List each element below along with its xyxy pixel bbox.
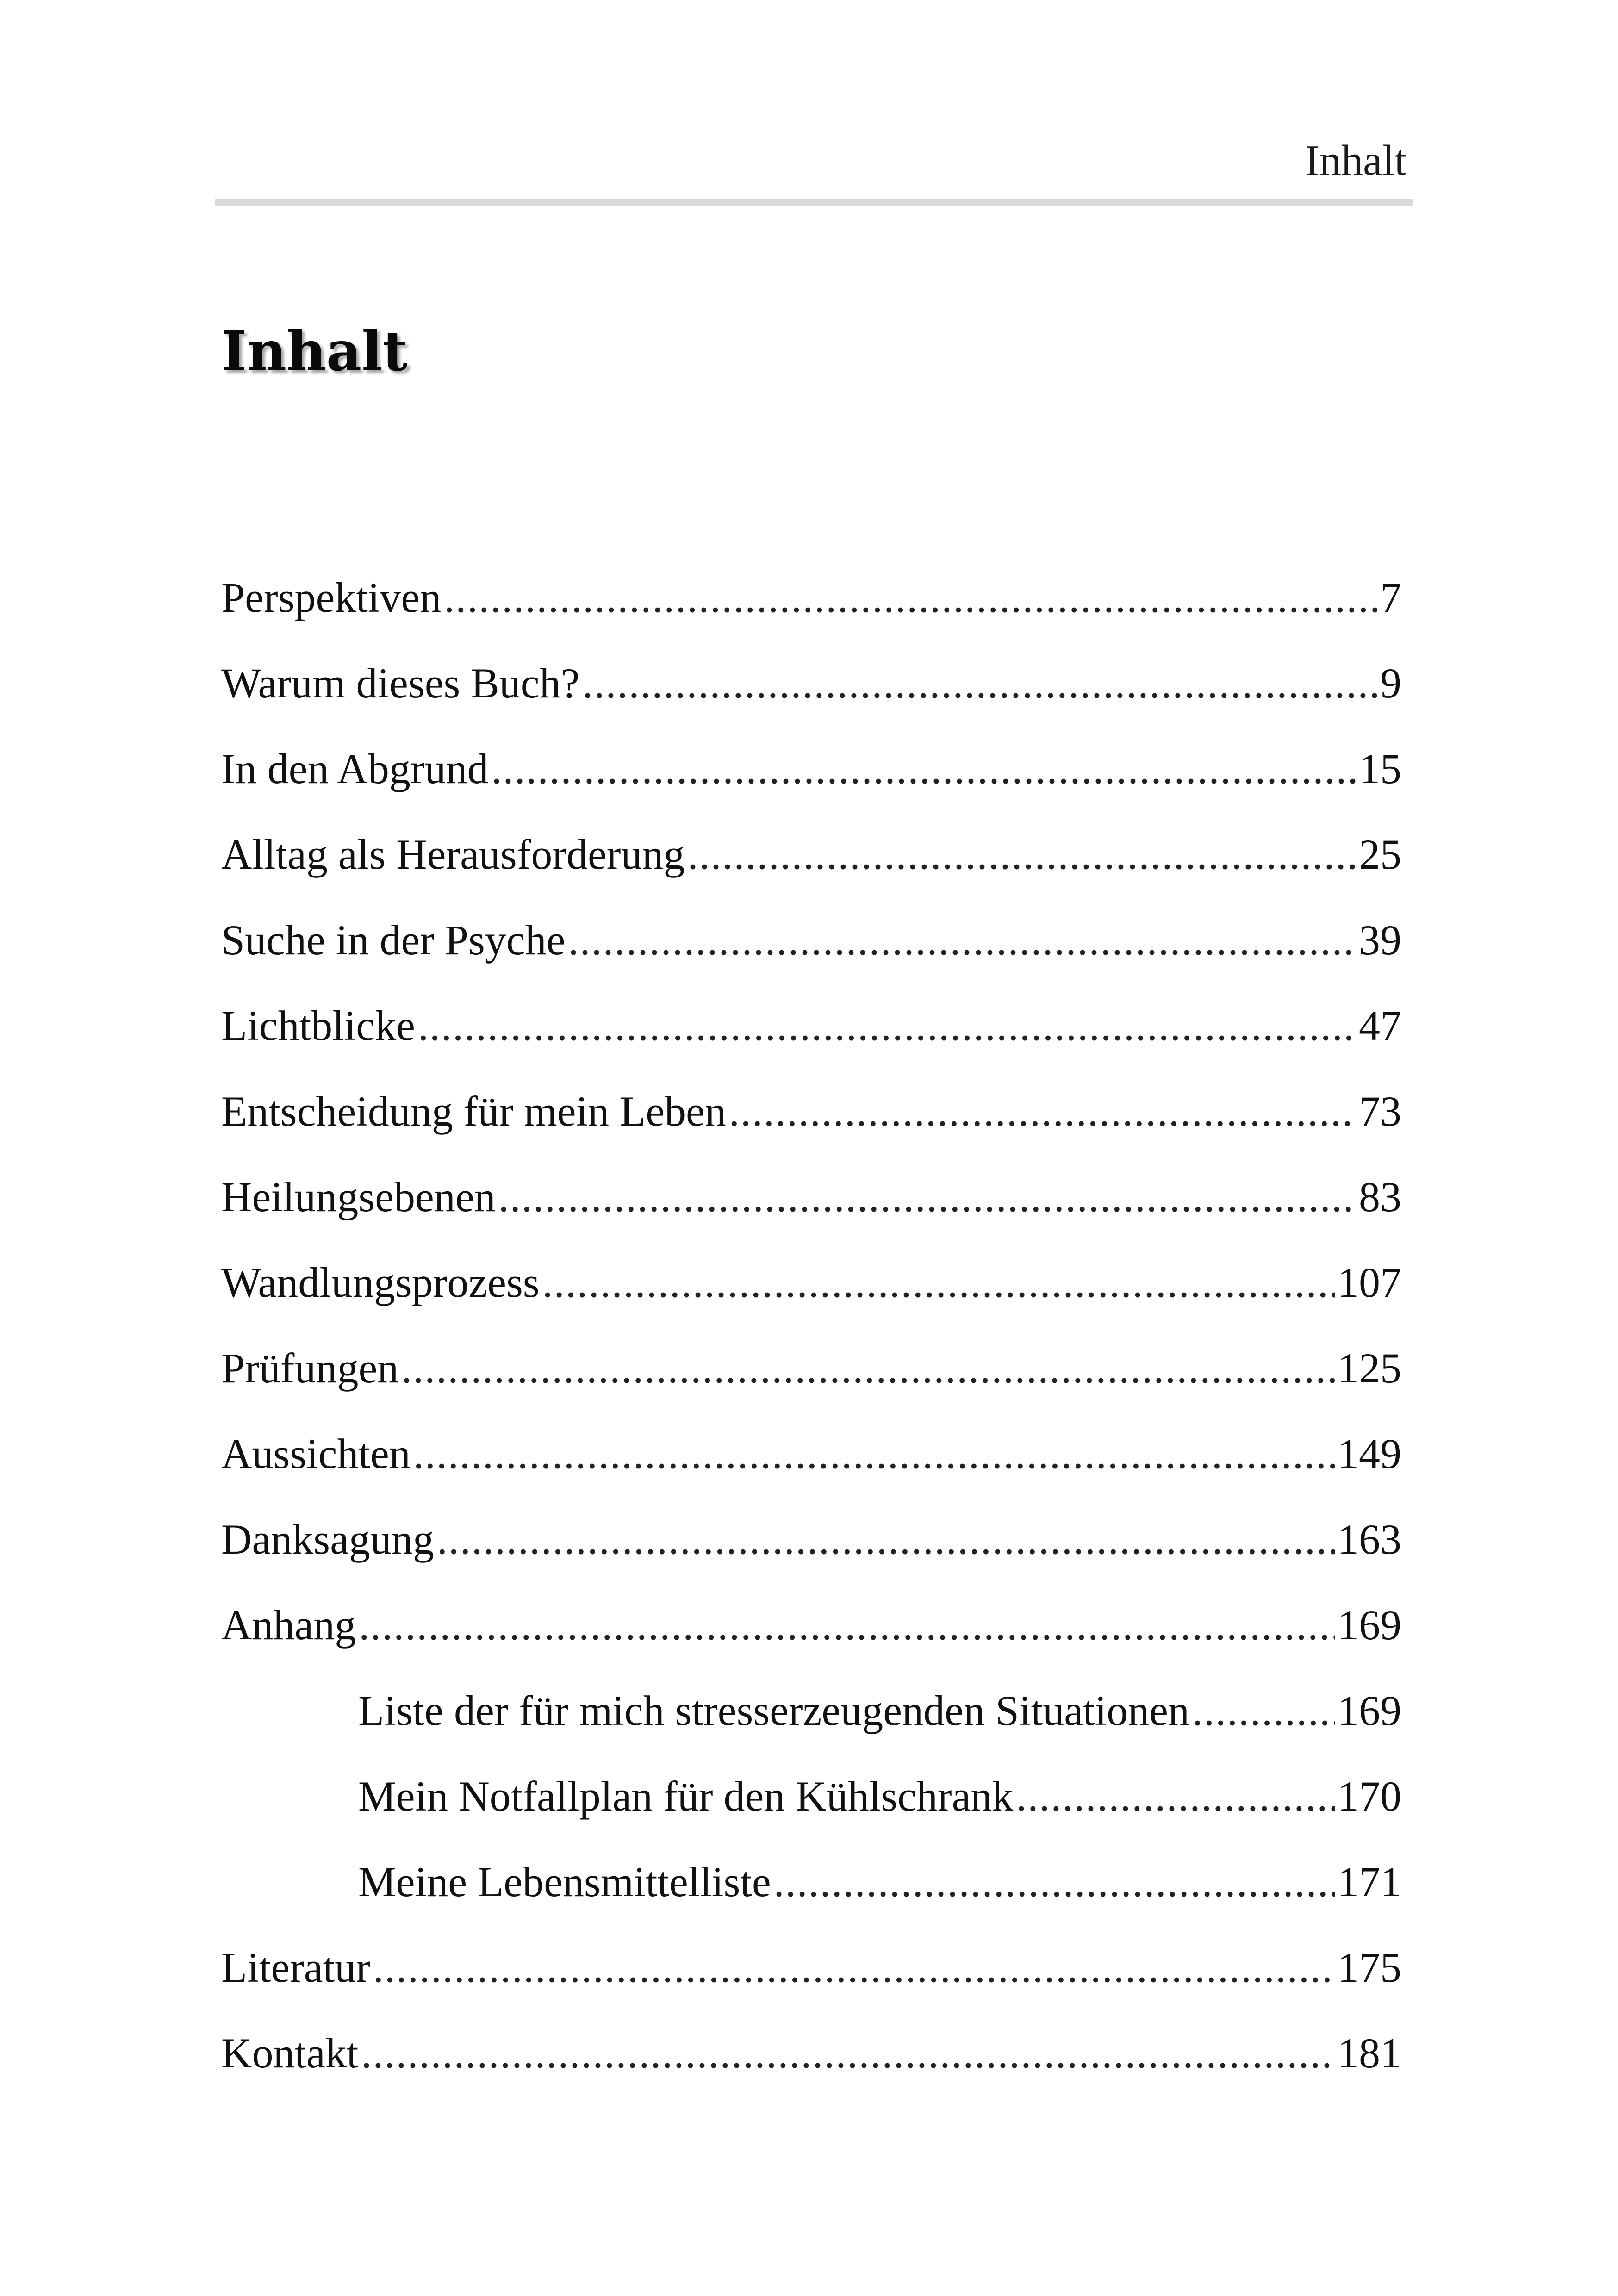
toc-page-number: 181 [1338, 2029, 1401, 2077]
toc-entry [221, 1946, 1401, 2032]
toc-subentry [221, 1775, 1401, 1860]
toc-page-number: 169 [1338, 1687, 1401, 1734]
toc-page-number: 25 [1359, 831, 1401, 878]
toc-entry-label: Kontakt [221, 2029, 359, 2077]
toc-entry-label: Lichtblicke [221, 1002, 415, 1049]
toc-subentry [221, 1860, 1401, 1946]
toc-dot-leader [361, 2032, 1335, 2074]
toc-entry-label: Prüfungen [221, 1344, 399, 1392]
toc-page-number: 39 [1359, 916, 1401, 964]
toc-dot-leader [1192, 1689, 1335, 1732]
toc-entry-label: Wandlungsprozess [221, 1259, 540, 1306]
toc-entry [221, 1261, 1401, 1347]
toc-dot-leader [1016, 1775, 1335, 1817]
toc-entry-label: Mein Notfallplan für den Kühlschrank [358, 1773, 1014, 1820]
toc-entry [221, 747, 1401, 833]
toc-subentry [221, 1689, 1401, 1775]
header-rule [215, 199, 1413, 206]
toc-entry [221, 1090, 1401, 1176]
toc-entry-label: Anhang [221, 1601, 356, 1649]
toc-dot-leader [542, 1261, 1335, 1304]
toc-entry-label: Heilungsebenen [221, 1173, 496, 1220]
toc-dot-leader [413, 1432, 1335, 1475]
toc-page-number: 163 [1338, 1516, 1401, 1563]
toc-page-number: 9 [1380, 660, 1401, 707]
toc-dot-leader [418, 1004, 1356, 1047]
toc-entry [221, 1004, 1401, 1090]
toc-entry [221, 916, 1401, 1004]
toc-entry-label: Alltag als Herausforderung [221, 831, 685, 878]
toc-entry-label: Warum dieses Buch? [221, 660, 580, 707]
toc-entry [221, 1601, 1401, 1689]
toc-dot-leader [729, 1090, 1356, 1132]
toc-dot-leader [401, 1347, 1335, 1389]
toc-page-number: 169 [1338, 1601, 1401, 1649]
toc-entry [221, 1518, 1401, 1604]
toc-entry [221, 1173, 1401, 1261]
toc-entry-label: Aussichten [221, 1430, 411, 1477]
toc-entry [221, 1344, 1401, 1432]
toc-dot-leader [359, 1604, 1335, 1646]
toc-entry-label: Meine Lebensmittelliste [358, 1858, 771, 1905]
toc-entry-label: Perspektiven [221, 574, 442, 621]
toc-dot-leader [774, 1860, 1335, 1903]
toc-dot-leader [582, 662, 1377, 704]
toc-page-number: 175 [1338, 1944, 1401, 1991]
toc-entry-label: In den Abgrund [221, 745, 489, 792]
toc-entry-label: Danksagung [221, 1516, 434, 1563]
toc-entry-label: Suche in der Psyche [221, 916, 566, 964]
toc-dot-leader [568, 919, 1356, 961]
toc-page-number: 15 [1359, 745, 1401, 792]
running-header: Inhalt [1305, 137, 1406, 185]
toc-dot-leader [498, 1176, 1356, 1218]
table-of-contents [221, 576, 1401, 2117]
toc-entry [221, 662, 1401, 747]
toc-entry-label: Liste der für mich stresserzeugenden Situationen [358, 1687, 1189, 1734]
toc-page-number: 171 [1338, 1858, 1401, 1905]
toc-entry [221, 833, 1401, 919]
toc-page-number: 107 [1338, 1259, 1401, 1306]
toc-entry-label: Entscheidung für mein Leben [221, 1088, 726, 1135]
toc-page-number: 83 [1359, 1173, 1401, 1220]
toc-page-number: 73 [1359, 1088, 1401, 1135]
toc-page-number: 125 [1338, 1344, 1401, 1392]
toc-entry [221, 576, 1401, 662]
toc-dot-leader [491, 747, 1356, 790]
toc-dot-leader [437, 1518, 1335, 1561]
toc-dot-leader [373, 1946, 1335, 1989]
toc-page-number: 47 [1359, 1002, 1401, 1049]
toc-page-number: 170 [1338, 1773, 1401, 1820]
toc-dot-leader [444, 576, 1377, 619]
toc-page-number: 7 [1380, 574, 1401, 621]
toc-page-number: 149 [1338, 1430, 1401, 1477]
toc-entry [221, 1432, 1401, 1518]
toc-entry-label: Literatur [221, 1944, 370, 1991]
toc-entry [221, 2029, 1401, 2117]
toc-dot-leader [687, 833, 1356, 876]
page-title: Inhalt [221, 319, 408, 383]
